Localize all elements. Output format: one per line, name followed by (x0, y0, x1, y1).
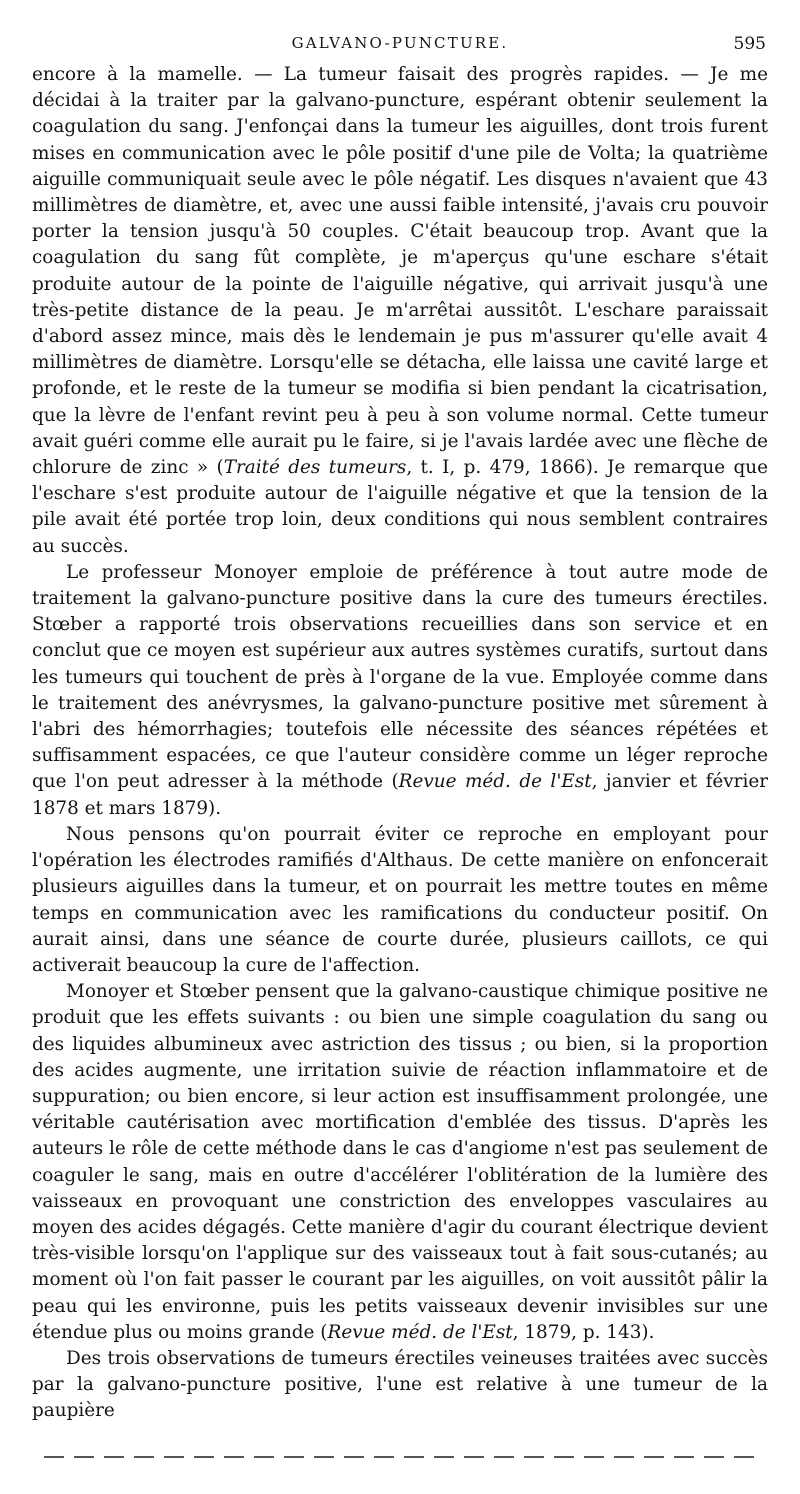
citation-title: Revue méd. de l'Est (327, 1321, 513, 1343)
citation-title: Traité des tumeurs (223, 457, 407, 479)
text-segment: Le professeur Monoyer emploie de préférence à tout autre mode de traitement la galvano-puncture positive dans la cure des tumeurs érectiles. Stœber a rapporté trois observations recueillies dans son service et en conclut que ce moyen est supérieur aux autres systèmes curatifs, surtout dans les tumeurs qui touchent de près à l'organe de la vue. Employée comme dans le traitement des anévrysmes, la galvano-puncture positive met sûrement à l'abri des hémorrhagies; toutefois elle nécessite des séances répétées et suffisamment espacées, ce que l'auteur considère comme un léger reproche que l'on peut adresser à la méthode ( (32, 561, 768, 793)
text-segment: Nous pensons qu'on pourrait éviter ce reproche en employant pour l'opération les électrodes ramifiés d'Althaus. De cette manière on enfoncerait plusieurs aiguilles dans la tumeur, et on pourrait les mettre toutes en même temps en communication avec les ramifications du conducteur positif. On aurait ainsi, dans une séance de courte durée, plusieurs caillots, ce qui activerait beaucoup la cure de l'affection. (32, 823, 768, 976)
citation-title: Revue méd. de l'Est (398, 771, 592, 793)
paragraph-2 (32, 560, 768, 822)
text-segment: Des trois observations de tumeurs érectiles veineuses traitées avec succès par la galvano-puncture positive, l'une est relative à une tumeur de la paupière (32, 1347, 768, 1422)
text-segment: , janvier et février 1878 et mars 1879). (32, 771, 768, 819)
footer-divider (44, 1456, 756, 1458)
paragraph-4 (32, 979, 768, 1346)
paragraph-5 (32, 1346, 768, 1425)
page-number: 595 (733, 34, 766, 54)
paragraph-3 (32, 822, 768, 979)
paragraph-1 (32, 62, 768, 560)
text-segment: , 1879, p. 143). (512, 1321, 655, 1343)
text-segment: encore à la mamelle. — La tumeur faisait des progrès rapides. — Je me décidai à la traiter par la galvano-puncture, espérant obtenir seulement la coagulation du sang. J'enfonçai dans la tumeur les aiguilles, dont trois furent mises en communication avec le pôle positif d'une pile de Volta; la quatrième aiguille communiquait seule avec le pôle négatif. Les disques n'avaient que 43 millimètres de diamètre, et, avec une aussi faible intensité, j'avais cru pouvoir porter la tension jusqu'à 50 couples. C'était beaucoup trop. Avant que la coagulation du sang fût complète, je m'aperçus qu'une eschare s'était produite autour de la pointe de l'aiguille négative, qui arrivait jusqu'à une très-petite distance de la peau. Je m'arrêtai aussitôt. L'eschare paraissait d'abord assez mince, mais dès le lendemain je pus m'assurer qu'elle avait 4 millimètres de diamètre. Lorsqu'elle se détacha, elle laissa une cavité large et profonde, et le reste de la tumeur se modifia si bien pendant la cicatrisation, que la lèvre de l'enfant revint peu à peu à son volume normal. Cette tumeur avait guéri comme elle aurait pu le faire, si je l'avais lardée avec une flèche de chlorure de zinc » ( (32, 64, 768, 479)
text-segment: , t. I, p. 479, 1866). Je remarque que l'eschare s'est produite autour de l'aiguille négative et que la tension de la pile avait été portée trop loin, deux conditions qui nous semblent contraires au succès. (32, 457, 768, 557)
running-head: GALVANO-PUNCTURE. (291, 34, 509, 52)
text-segment: Monoyer et Stœber pensent que la galvano-caustique chimique positive ne produit que les effets suivants : ou bien une simple coagulation du sang ou des liquides albumineux avec astriction des tissus ; ou bien, si la proportion des acides augmente, une irritation suivie de réaction inflammatoire et de suppuration; ou bien encore, si leur action est insuffisamment prolongée, une véritable cautérisation avec mortification d'emblée des tissus. D'après les auteurs le rôle de cette méthode dans le cas d'angiome n'est pas seulement de coaguler le sang, mais en outre d'accélérer l'oblitération de la lumière des vaisseaux en provoquant une constriction des enveloppes vasculaires au moyen des acides dégagés. Cette manière d'agir du courant électrique devient très-visible lorsqu'on l'applique sur des vaisseaux tout à fait sous-cutanés; au moment où l'on fait passer le courant par les aiguilles, on voit aussitôt pâlir la peau qui les environne, puis les petits vaisseaux devenir invisibles sur une étendue plus ou moins grande ( (32, 981, 768, 1343)
page-header (32, 28, 768, 62)
body-text (32, 62, 768, 1425)
